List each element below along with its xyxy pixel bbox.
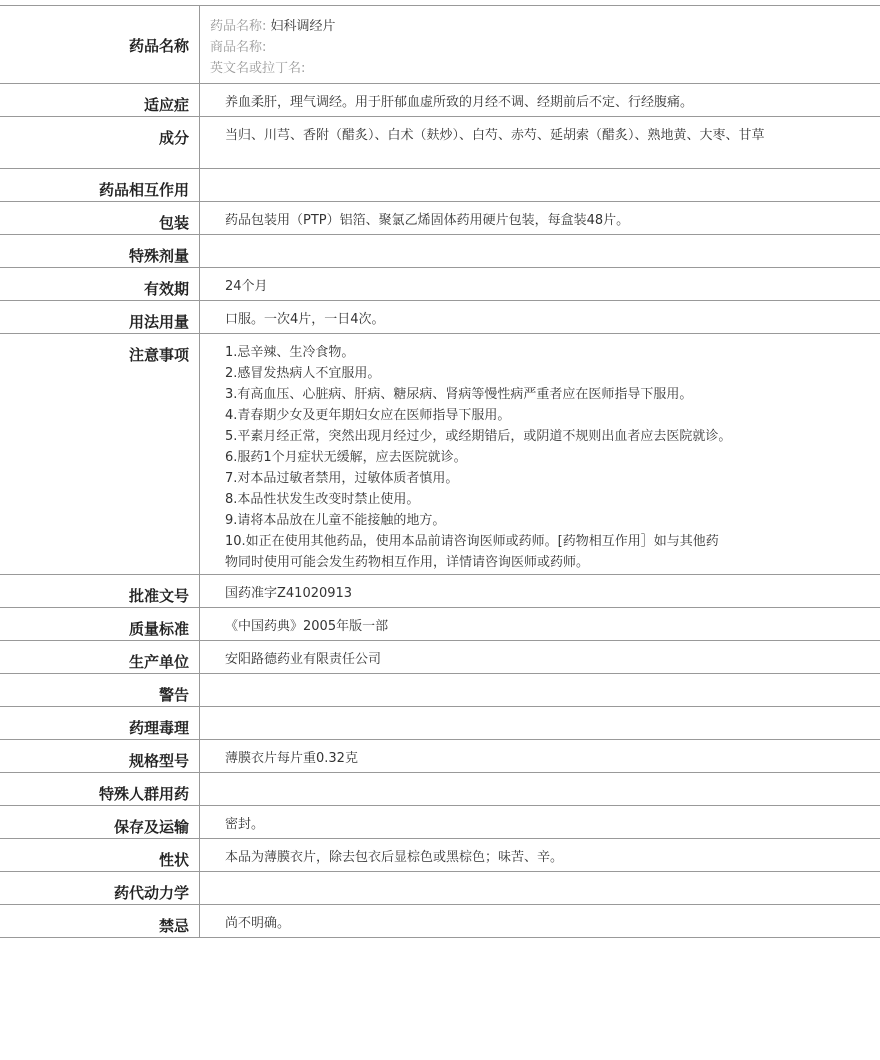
precautions-value <box>200 334 880 574</box>
expiry-value: 24个月 <box>225 279 268 294</box>
precaution-item: 8.本品性状发生改变时禁止使用。 <box>225 492 420 507</box>
row-special-dose <box>0 235 880 268</box>
row-warning <box>0 674 880 707</box>
appearance-label: 性状 <box>0 839 200 871</box>
precaution-item: 4.青春期少女及更年期妇女应在医师指导下服用。 <box>225 408 511 423</box>
drug-info-table <box>0 5 880 938</box>
row-usage <box>0 301 880 334</box>
storage-value: 密封。 <box>225 817 265 832</box>
precaution-item: 物同时使用可能会发生药物相互作用，详情请咨询医师或药师。 <box>225 555 590 570</box>
precaution-item: 9.请将本品放在儿童不能接触的地方。 <box>225 513 446 528</box>
approval-label: 批准文号 <box>0 575 200 607</box>
indications-value: 养血柔肝，理气调经。用于肝郁血虚所致的月经不调、经期前后不定、行经腹痛。 <box>225 95 694 110</box>
contraindications-value: 尚不明确。 <box>225 916 291 931</box>
row-drug-name <box>0 6 880 84</box>
warning-value <box>200 674 880 706</box>
pharmacokinetics-value <box>200 872 880 904</box>
ingredients-value <box>200 117 880 168</box>
pharmacology-label: 药理毒理 <box>0 707 200 739</box>
packaging-label: 包装 <box>0 202 200 234</box>
contraindications-label: 禁忌 <box>0 905 200 937</box>
row-packaging <box>0 202 880 235</box>
ingredients-label: 成分 <box>0 117 200 168</box>
precaution-item: 5.平素月经正常，突然出现月经过少，或经期错后，或阴道不规则出血者应去医院就诊。 <box>225 429 732 444</box>
pharmacokinetics-label: 药代动力学 <box>0 872 200 904</box>
warning-label: 警告 <box>0 674 200 706</box>
storage-label: 保存及运输 <box>0 806 200 838</box>
manufacturer-label: 生产单位 <box>0 641 200 673</box>
precaution-item: 6.服药1个月症状无缓解，应去医院就诊。 <box>225 450 467 465</box>
row-manufacturer <box>0 641 880 674</box>
generic-name-label: 药品名称: <box>210 19 267 34</box>
interactions-label: 药品相互作用 <box>0 169 200 201</box>
row-expiry <box>0 268 880 301</box>
trade-name-label: 商品名称: <box>210 40 267 55</box>
precaution-item: 2.感冒发热病人不宜服用。 <box>225 366 381 381</box>
row-appearance <box>0 839 880 872</box>
precautions-label: 注意事项 <box>0 334 200 574</box>
usage-value: 口服。一次4片，一日4次。 <box>225 312 385 327</box>
row-standard <box>0 608 880 641</box>
special-dose-value <box>200 235 880 267</box>
row-indications <box>0 84 880 117</box>
precaution-item: 7.对本品过敏者禁用，过敏体质者慎用。 <box>225 471 459 486</box>
special-dose-label: 特殊剂量 <box>0 235 200 267</box>
usage-label: 用法用量 <box>0 301 200 333</box>
interactions-value <box>200 169 880 201</box>
row-approval <box>0 575 880 608</box>
drug-name-value <box>200 6 880 83</box>
ingredients-text: 当归、川芎、香附（醋炙）、白术（麸炒）、白芍、赤芍、延胡索（醋炙）、熟地黄、大枣、甘草 <box>225 128 765 143</box>
specification-label: 规格型号 <box>0 740 200 772</box>
standard-label: 质量标准 <box>0 608 200 640</box>
generic-name-value: 妇科调经片 <box>270 19 336 34</box>
english-name-label: 英文名或拉丁名: <box>210 61 306 76</box>
row-storage <box>0 806 880 839</box>
row-specification <box>0 740 880 773</box>
precaution-item: 10.如正在使用其他药品，使用本品前请咨询医师或药师。[药物相互作用］如与其他药 <box>225 534 719 549</box>
row-ingredients <box>0 117 880 169</box>
pharmacology-value <box>200 707 880 739</box>
row-pharmacology <box>0 707 880 740</box>
indications-label: 适应症 <box>0 84 200 116</box>
appearance-value: 本品为薄膜衣片，除去包衣后显棕色或黑棕色；味苦、辛。 <box>225 850 564 865</box>
precaution-item: 3.有高血压、心脏病、肝病、糖尿病、肾病等慢性病严重者应在医师指导下服用。 <box>225 387 693 402</box>
expiry-label: 有效期 <box>0 268 200 300</box>
standard-value: 《中国药典》2005年版一部 <box>225 619 389 634</box>
manufacturer-value: 安阳路德药业有限责任公司 <box>225 652 382 667</box>
specification-value: 薄膜衣片每片重0.32克 <box>225 751 358 766</box>
row-pharmacokinetics <box>0 872 880 905</box>
special-groups-label: 特殊人群用药 <box>0 773 200 805</box>
row-precautions <box>0 334 880 575</box>
approval-value: 国药准字Z41020913 <box>225 586 353 601</box>
row-special-groups <box>0 773 880 806</box>
packaging-value: 药品包装用（PTP）铝箔、聚氯乙烯固体药用硬片包装，每盒装48片。 <box>225 213 630 228</box>
precaution-item: 1.忌辛辣、生冷食物。 <box>225 345 355 360</box>
drug-name-label: 药品名称 <box>0 6 200 83</box>
row-interactions <box>0 169 880 202</box>
special-groups-value <box>200 773 880 805</box>
row-contraindications <box>0 905 880 938</box>
